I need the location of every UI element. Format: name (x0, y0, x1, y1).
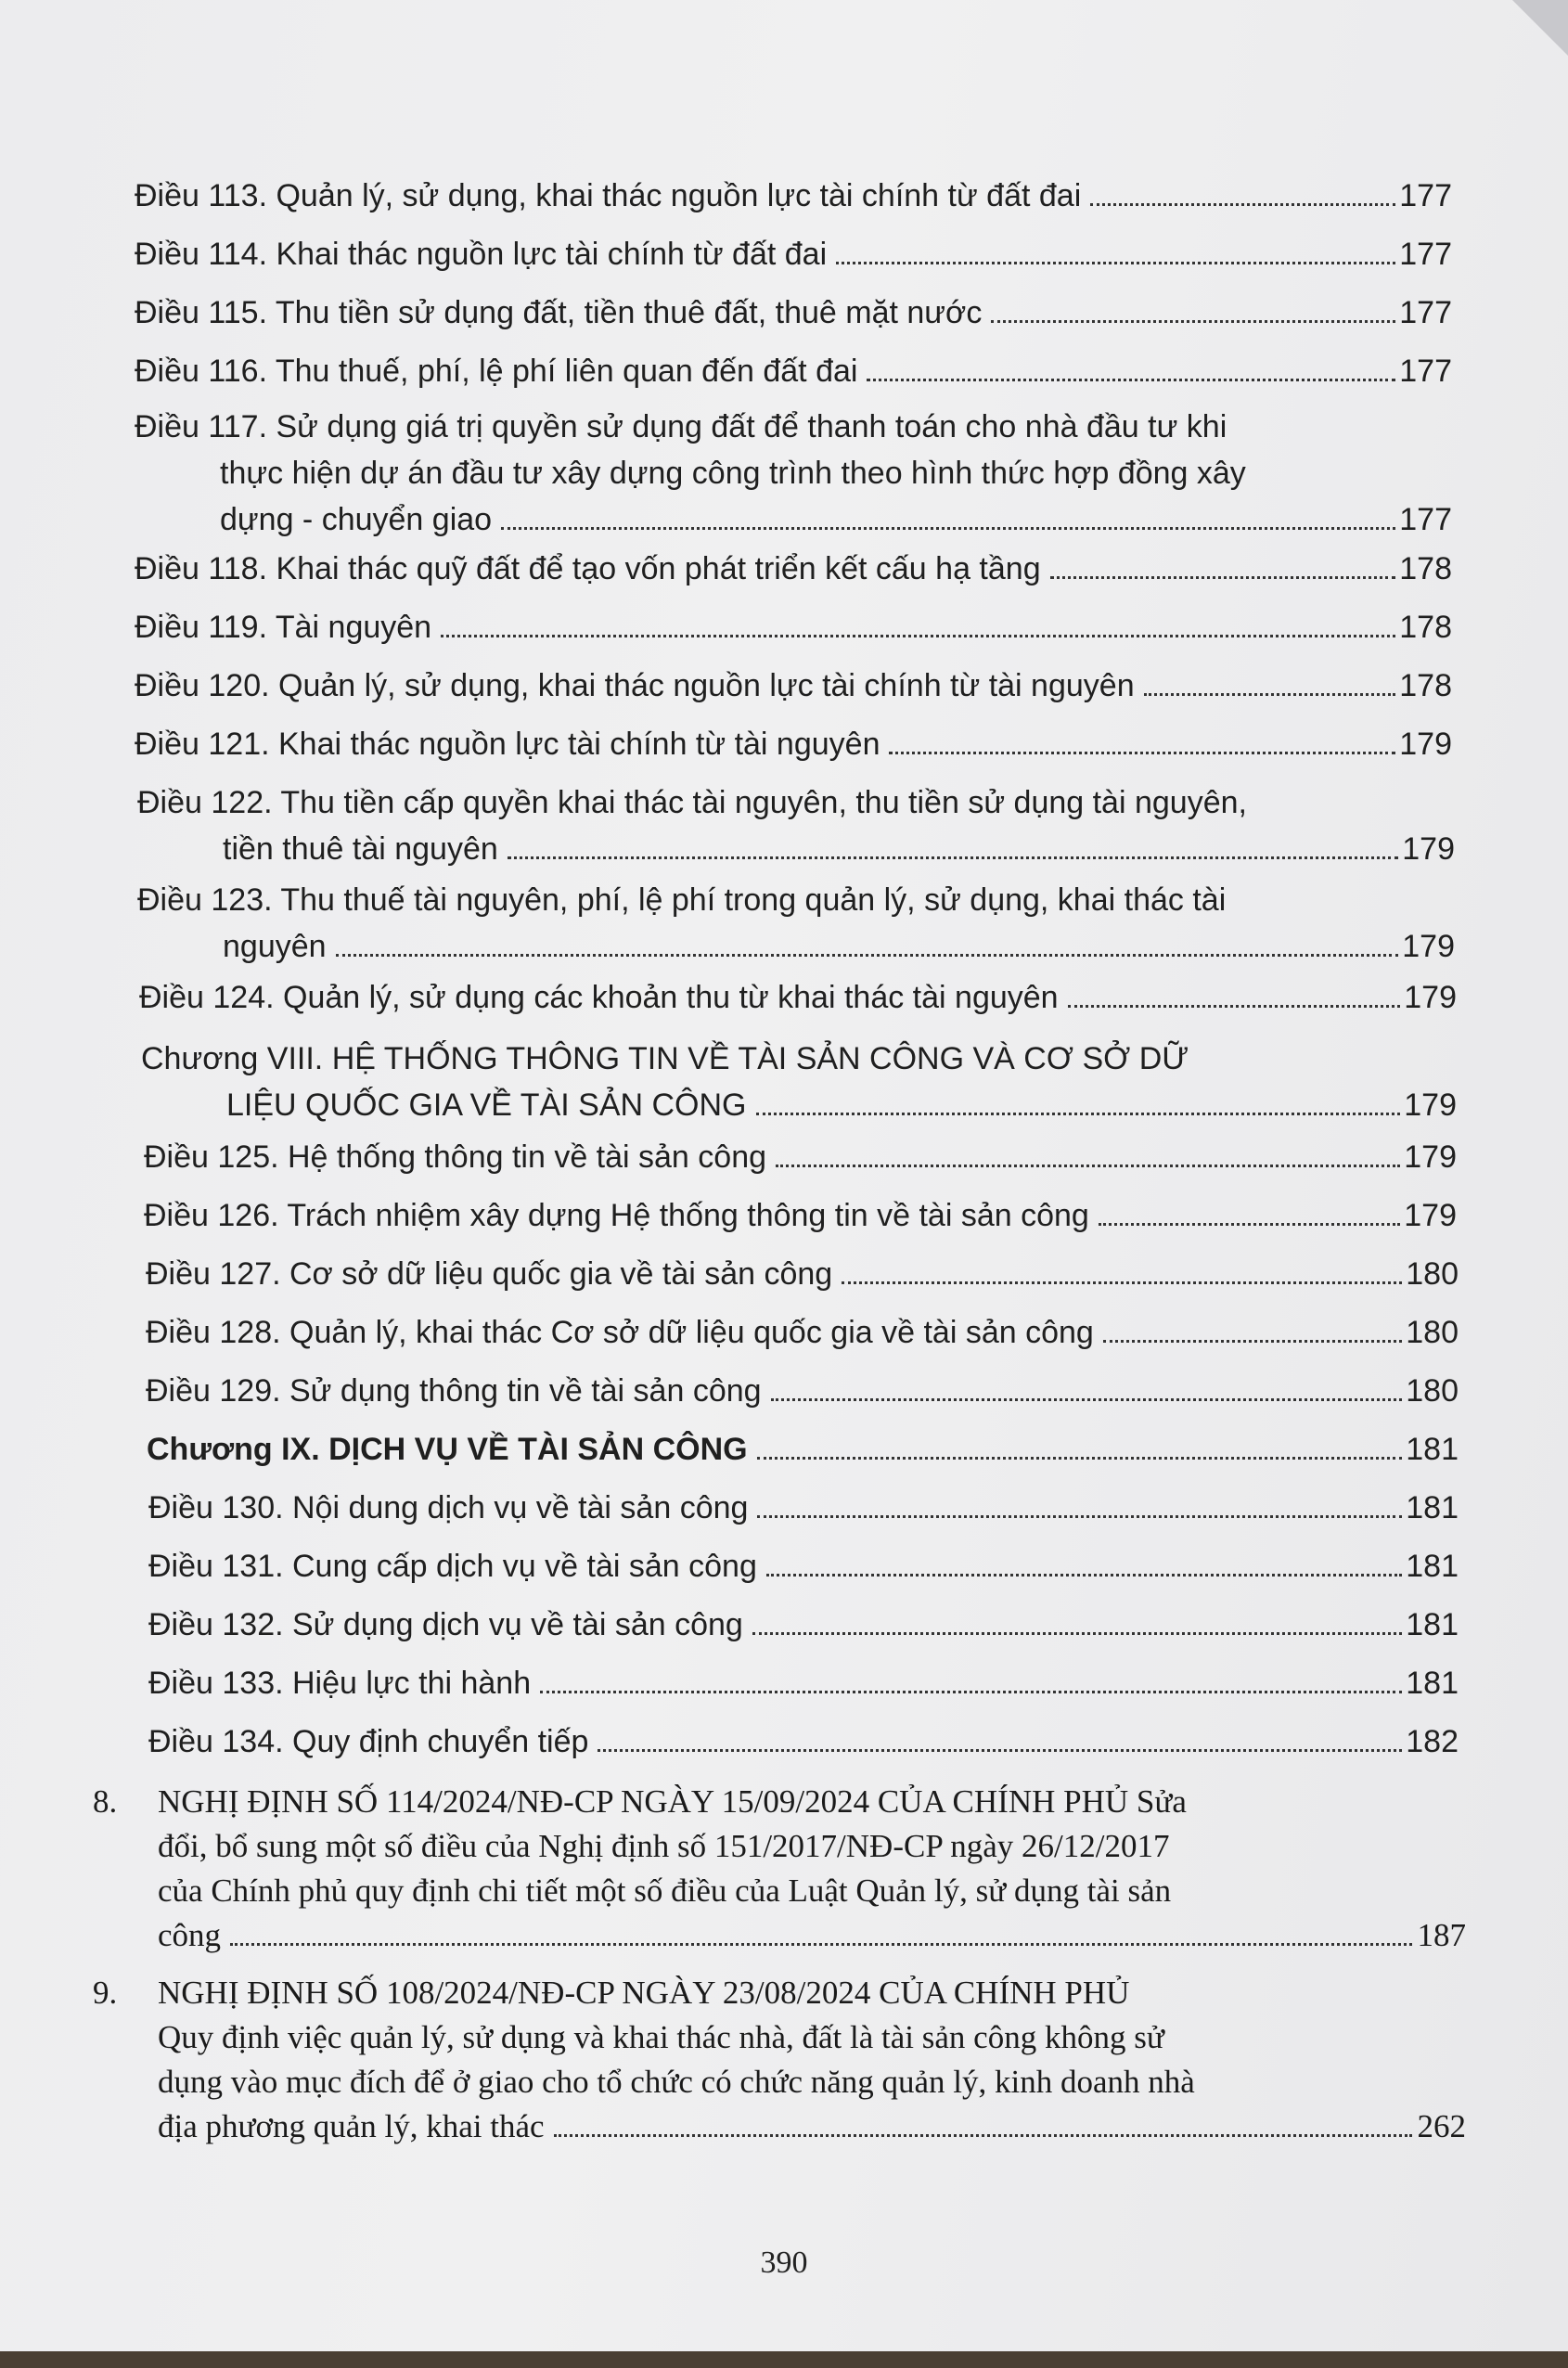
toc-entry: Điều 131. Cung cấp dịch vụ về tài sản công 181 (148, 1543, 1459, 1589)
entry-page: 181 (1406, 1432, 1459, 1467)
decree-page: 187 (1417, 1917, 1466, 1953)
entry-page: 180 (1406, 1256, 1459, 1292)
toc-entry: Điều 115. Thu tiền sử dụng đất, tiền thuê đất, thuê mặt nước 177 (135, 290, 1452, 336)
toc-entry: Điều 134. Quy định chuyển tiếp 182 (148, 1718, 1459, 1765)
entry-page: 177 (1399, 237, 1452, 272)
entry-page: 178 (1399, 668, 1452, 703)
toc-entry: Điều 121. Khai thác nguồn lực tài chính từ tài nguyên 179 (135, 721, 1452, 767)
entry-page: 177 (1399, 354, 1452, 389)
toc-entry: Điều 130. Nội dung dịch vụ về tài sản công 181 (148, 1485, 1459, 1531)
entry-page: 178 (1399, 610, 1452, 645)
decree-page: 262 (1417, 2108, 1466, 2144)
toc-entry: Điều 128. Quản lý, khai thác Cơ sở dữ liệu quốc gia về tài sản công 180 (146, 1309, 1459, 1356)
toc-entry: Điều 129. Sử dụng thông tin về tài sản công 180 (146, 1368, 1459, 1414)
toc-entry: Điều 122. Thu tiền cấp quyền khai thác tài nguyên, thu tiền sử dụng tài nguyên, tiền thuê tài nguyên 179 (137, 779, 1455, 872)
entry-page: 180 (1406, 1315, 1459, 1350)
toc-entry: Điều 114. Khai thác nguồn lực tài chính từ đất đai 177 (135, 231, 1452, 277)
toc-entry: Điều 120. Quản lý, sử dụng, khai thác nguồn lực tài chính từ tài nguyên 178 (135, 663, 1452, 709)
decree-entry: 9. NGHỊ ĐỊNH SỐ 108/2024/NĐ-CP NGÀY 23/08/2024 CỦA CHÍNH PHỦ Quy định việc quản lý, sử dụng và khai thác nhà, đất là tài sản công không sử dụng vào mục đích để ở giao cho tổ chức có chức năng quản lý, kinh doanh nhà địa phương quản lý, khai thác 262 (93, 1971, 1466, 2149)
entry-page: 182 (1406, 1724, 1459, 1759)
toc-chapter: Chương VIII. HỆ THỐNG THÔNG TIN VỀ TÀI SẢN CÔNG VÀ CƠ SỞ DỮ LIỆU QUỐC GIA VỀ TÀI SẢN CÔNG 179 (141, 1036, 1457, 1128)
entry-page: 179 (1404, 980, 1457, 1015)
entry-page: 178 (1399, 551, 1452, 586)
toc-entry: Điều 126. Trách nhiệm xây dựng Hệ thống thông tin về tài sản công 179 (144, 1192, 1457, 1239)
entry-page: 177 (1399, 502, 1452, 537)
entry-page: 181 (1406, 1607, 1459, 1642)
decree-index: 8. (93, 1783, 118, 1820)
entry-page: 179 (1402, 831, 1455, 867)
toc-entry: Điều 113. Quản lý, sử dụng, khai thác nguồn lực tài chính từ đất đai 177 (135, 173, 1452, 219)
page-corner (1512, 0, 1568, 56)
toc-entry: Điều 127. Cơ sở dữ liệu quốc gia về tài sản công 180 (146, 1251, 1459, 1297)
toc-entry: Điều 119. Tài nguyên 178 (135, 604, 1452, 650)
toc-entry: Điều 116. Thu thuế, phí, lệ phí liên quan đến đất đai 177 (135, 348, 1452, 394)
entry-page: 181 (1406, 1549, 1459, 1584)
table-edge (0, 2351, 1568, 2368)
toc-entry: Điều 118. Khai thác quỹ đất để tạo vốn phát triển kết cấu hạ tầng 178 (135, 546, 1452, 592)
page-number: 390 (760, 2246, 808, 2280)
entry-page: 179 (1399, 727, 1452, 762)
entry-page: 177 (1399, 178, 1452, 213)
entry-page: 181 (1406, 1666, 1459, 1701)
entry-page: 179 (1404, 1087, 1457, 1123)
toc-entry: Điều 132. Sử dụng dịch vụ về tài sản công 181 (148, 1602, 1459, 1648)
decree-index: 9. (93, 1975, 118, 2011)
entry-page: 179 (1404, 1198, 1457, 1233)
entry-page: 177 (1399, 295, 1452, 330)
entry-page: 179 (1404, 1139, 1457, 1175)
entry-page: 180 (1406, 1373, 1459, 1409)
entry-page: 179 (1402, 929, 1455, 964)
entry-page: 181 (1406, 1490, 1459, 1525)
toc-chapter: Chương IX. DỊCH VỤ VỀ TÀI SẢN CÔNG 181 (147, 1426, 1459, 1473)
toc-entry: Điều 124. Quản lý, sử dụng các khoản thu từ khai thác tài nguyên 179 (139, 974, 1457, 1021)
toc-entry: Điều 117. Sử dụng giá trị quyền sử dụng đất để thanh toán cho nhà đầu tư khi thực hiện dự án đầu tư xây dựng công trình theo hình thức hợp đồng xây dựng - chuyển giao 177 (135, 404, 1452, 543)
toc-entry: Điều 133. Hiệu lực thi hành 181 (148, 1660, 1459, 1706)
decree-entry: 8. NGHỊ ĐỊNH SỐ 114/2024/NĐ-CP NGÀY 15/09/2024 CỦA CHÍNH PHỦ Sửa đổi, bổ sung một số điều của Nghị định số 151/2017/NĐ-CP ngày 26/12/2017 của Chính phủ quy định chi tiết một số điều của Luật Quản lý, sử dụng tài sản công 187 (93, 1780, 1466, 1958)
toc-entry: Điều 125. Hệ thống thông tin về tài sản công 179 (144, 1134, 1457, 1180)
toc-entry: Điều 123. Thu thuế tài nguyên, phí, lệ phí trong quản lý, sử dụng, khai thác tài nguyên 179 (137, 877, 1455, 970)
